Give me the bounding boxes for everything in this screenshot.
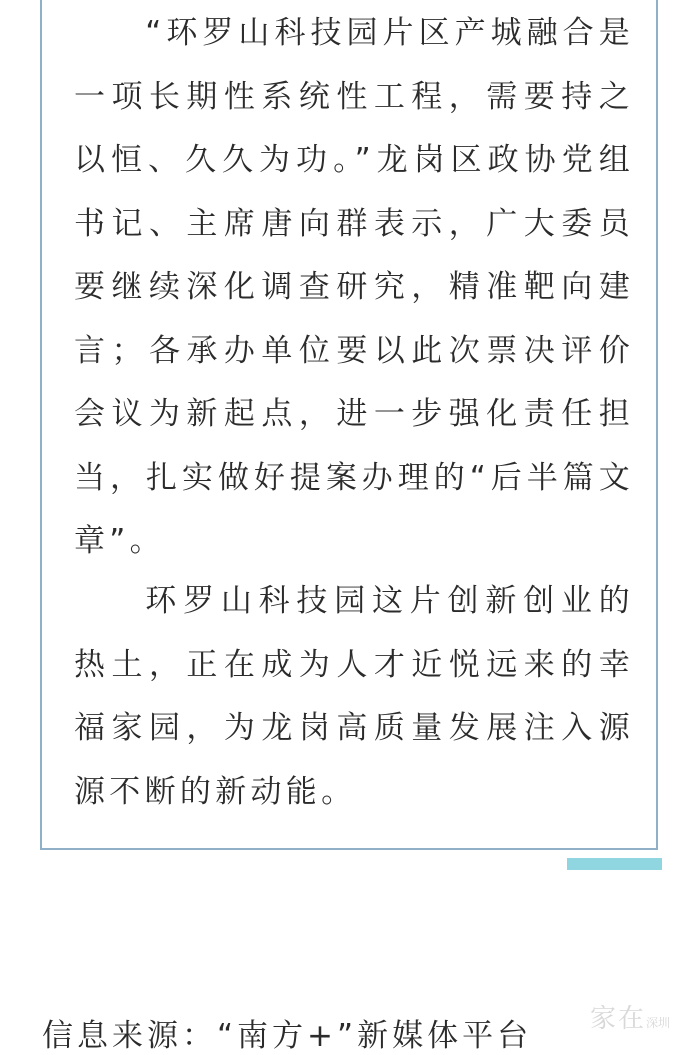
source-line: 信息来源：“南方+”新媒体平台 xyxy=(42,1018,533,1054)
article-paragraph-1: “环罗山科技园片区产城融合是一项长期性系统性工程，需要持之以恒、久久为功。”龙岗区政协党组书记、主席唐向群表示，广大委员要继续深化调查研究，精准靶向建言；各承办单位要以此次票决评价会议为新起点，进一步强化责任担当，扎实做好提案办理的“后半篇文章”。 xyxy=(74,15,634,559)
watermark-sub: 深圳 xyxy=(646,1016,671,1030)
watermark-text: 家在 xyxy=(590,1004,647,1034)
article-paragraph-2: 环罗山科技园这片创新创业的热土，正在成为人才近悦远来的幸福家园，为龙岗高质量发展注入源源不断的新动能。 xyxy=(74,583,634,810)
accent-bar xyxy=(567,858,662,870)
site-watermark xyxy=(590,998,670,1035)
